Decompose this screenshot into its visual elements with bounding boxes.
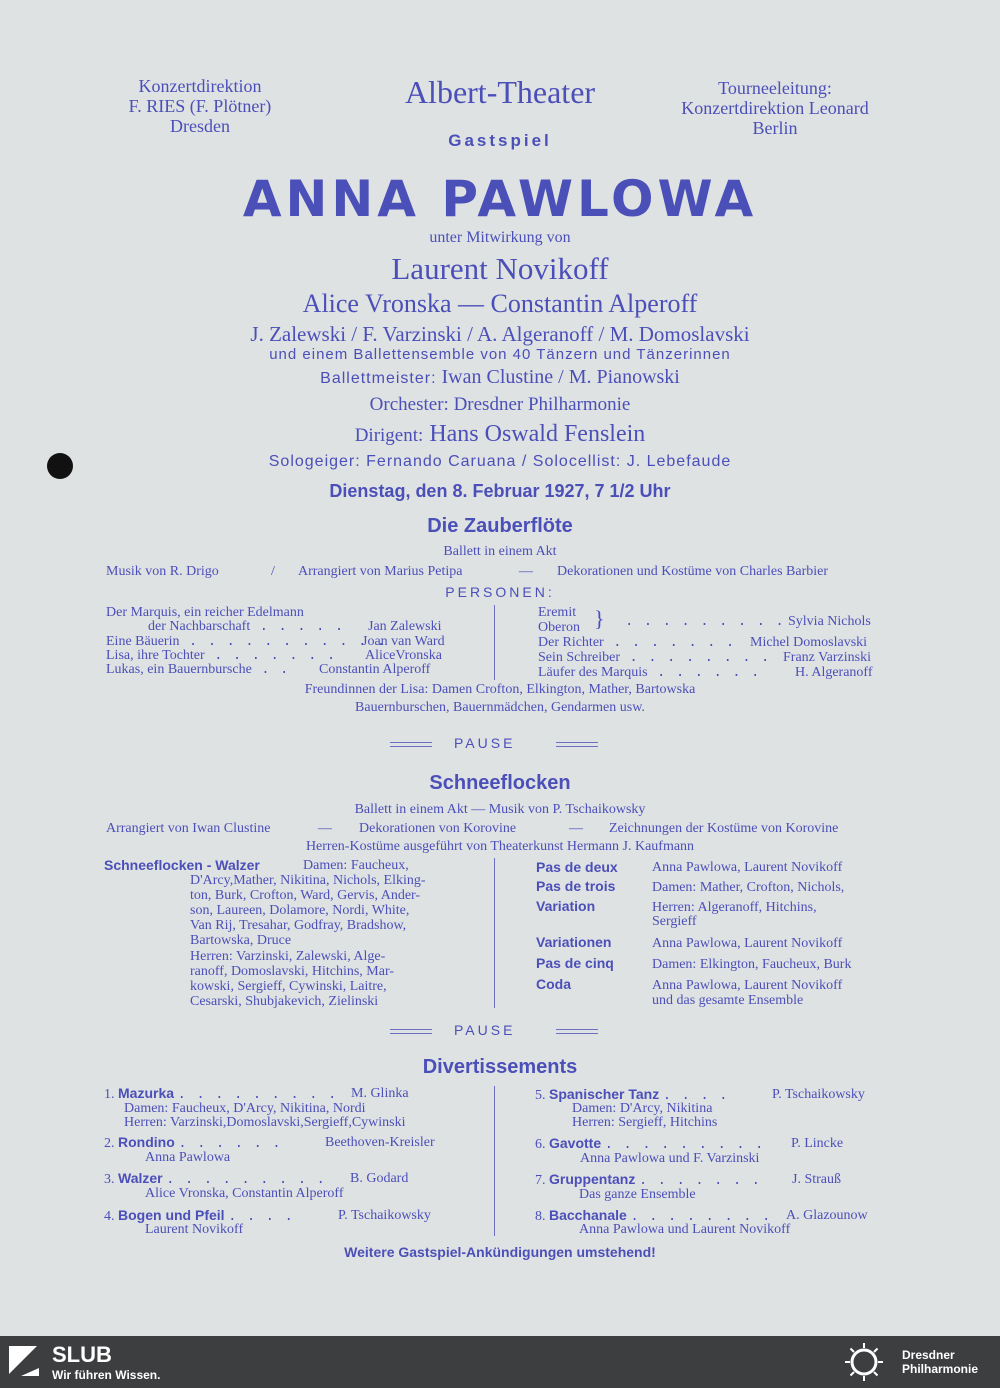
role-row bbox=[538, 606, 576, 620]
item-composer: P. Tschaikowsky bbox=[772, 1087, 865, 1102]
part1-title: Die Zauberflöte bbox=[427, 515, 573, 537]
role-actor: Sylvia Nichols bbox=[788, 614, 871, 629]
item-composer: A. Glazounow bbox=[786, 1208, 868, 1223]
slub-tagline: Wir führen Wissen. bbox=[52, 1368, 161, 1382]
header-left-line: F. RIES (F. Plötner) bbox=[128, 96, 272, 116]
pause-rule bbox=[556, 742, 598, 747]
column-divider bbox=[494, 858, 495, 1008]
part1-credit-music: Musik von R. Drigo bbox=[106, 564, 219, 579]
part2-subtitle: Ballett in einem Akt — Musik von P. Tschaikowsky bbox=[354, 802, 646, 817]
item-name: Mazurka bbox=[118, 1085, 175, 1101]
walzer-line: Van Rij, Tresahar, Godfray, Bradshow, bbox=[190, 918, 407, 933]
walzer-line: Cesarski, Shubjakevich, Zielinski bbox=[190, 994, 379, 1009]
role-name: Sein Schreiber bbox=[538, 650, 621, 665]
announcement: Weitere Gastspiel-Ankündigungen umstehend! bbox=[344, 1244, 656, 1260]
dance-cast: Damen: Mather, Crofton, Nichols, bbox=[652, 880, 845, 895]
item-name: Spanischer Tanz bbox=[549, 1086, 660, 1102]
divertissement-item: 4. Bogen und Pfeil . . . . bbox=[104, 1207, 294, 1225]
divertissement-item: 2. Rondino . . . . . . bbox=[104, 1134, 282, 1152]
item-number: 5. bbox=[535, 1088, 546, 1103]
second-dancers: Alice Vronska — Constantin Alperoff bbox=[302, 289, 698, 318]
gastspiel-label: Gastspiel bbox=[448, 131, 552, 150]
venue-title: Albert-Theater bbox=[404, 74, 596, 110]
part1-credit-sep: — bbox=[519, 564, 533, 579]
header-right-line: Tourneeleitung: bbox=[718, 78, 832, 98]
item-number: 3. bbox=[104, 1172, 115, 1187]
dance-name: Variation bbox=[536, 898, 596, 914]
role-name: Der Richter bbox=[538, 635, 604, 650]
pause-rule bbox=[390, 1029, 432, 1034]
dance-cast: Anna Pawlowa, Laurent Novikoff bbox=[652, 978, 843, 993]
role-row: Lisa, ihre Tochter . . . . . . . bbox=[106, 648, 337, 664]
role-name: Läufer des Marquis bbox=[538, 665, 648, 680]
header-left-line: Konzertdirektion bbox=[138, 76, 262, 96]
part2-credit-sep: — bbox=[569, 821, 583, 836]
walzer-title: Schneeflocken - Walzer bbox=[104, 857, 260, 873]
column-divider bbox=[494, 605, 495, 680]
pause-label: PAUSE bbox=[454, 735, 516, 751]
role-name: der Nachbarschaft bbox=[148, 619, 251, 634]
footer-bar bbox=[0, 1336, 1000, 1387]
header-right-line: Konzertdirektion Leonard bbox=[681, 98, 869, 118]
ensemble-line: und einem Ballettensemble von 40 Tänzern und Tänzerinnen bbox=[269, 346, 731, 363]
dance-cast: und das gesamte Ensemble bbox=[652, 993, 804, 1008]
partner-line: Dresdner bbox=[902, 1348, 955, 1362]
role-name: Der Marquis, ein reicher Edelmann bbox=[106, 605, 304, 620]
column-divider bbox=[494, 1086, 495, 1236]
third-dancers: J. Zalewski / F. Varzinski / A. Algeranoff / M. Domoslavski bbox=[250, 322, 750, 346]
orchester-line bbox=[0, 394, 1000, 416]
dance-name: Pas de trois bbox=[536, 878, 616, 894]
dance-name: Variationen bbox=[536, 934, 612, 950]
part2-costumes: Herren-Kostüme ausgeführt von Theaterkunst Hermann J. Kaufmann bbox=[305, 839, 695, 854]
part3-title: Divertissements bbox=[422, 1056, 578, 1078]
item-cast: Herren: Varzinski,Domoslavski,Sergieff,Cywinski bbox=[124, 1115, 406, 1130]
dance-cast: Sergieff bbox=[652, 914, 697, 929]
divertissement-item: 6. Gavotte . . . . . . . . . bbox=[535, 1135, 765, 1153]
walzer-damen bbox=[190, 873, 450, 948]
item-composer: B. Godard bbox=[350, 1171, 409, 1186]
item-name: Gruppentanz bbox=[549, 1171, 636, 1187]
walzer-line: Bartowska, Druce bbox=[190, 933, 292, 948]
ballettmeister-label: Ballettmeister: bbox=[320, 370, 437, 387]
divertissement-item: 5. Spanischer Tanz . . . . bbox=[535, 1086, 729, 1104]
role-row: der Nachbarschaft . . . . . bbox=[148, 619, 345, 635]
walzer-damen-first: Damen: Faucheux, bbox=[303, 858, 409, 873]
walzer-line: D'Arcy,Mather, Nikitina, Nichols, Elking- bbox=[190, 873, 426, 888]
item-name: Walzer bbox=[118, 1170, 163, 1186]
part1-subtitle: Ballett in einem Akt bbox=[443, 544, 557, 559]
walzer-line: ranoff, Domoslavski, Hitchins, Mar- bbox=[190, 964, 394, 979]
role-row: Eine Bäuerin . . . . . . . . . . . bbox=[106, 634, 387, 650]
dance-cast: Anna Pawlowa, Laurent Novikoff bbox=[652, 936, 843, 951]
part2-credit-zeich: Zeichnungen der Kostüme von Korovine bbox=[609, 821, 839, 836]
divertissement-item: 1. Mazurka . . . . . . . . . bbox=[104, 1085, 338, 1103]
slub-name: SLUB bbox=[52, 1342, 112, 1367]
part1-credit-arr: Arrangiert von Marius Petipa bbox=[298, 564, 463, 579]
pause-rule bbox=[390, 742, 432, 747]
role-actor: Jan Zalewski bbox=[368, 619, 442, 634]
personen-heading: PERSONEN: bbox=[445, 584, 555, 600]
item-number: 2. bbox=[104, 1136, 115, 1151]
header-right-line: Berlin bbox=[752, 118, 798, 138]
item-number: 6. bbox=[535, 1137, 546, 1152]
item-cast: Herren: Sergieff, Hitchins bbox=[572, 1115, 718, 1130]
role-name: Eine Bäuerin bbox=[106, 634, 180, 649]
part2-title: Schneeflocken bbox=[429, 772, 571, 794]
role-name: Oberon bbox=[538, 620, 580, 635]
role-row bbox=[538, 621, 580, 635]
part2-credit-sep: — bbox=[318, 821, 332, 836]
orchester-name: Dresdner Philharmonie bbox=[453, 394, 631, 415]
item-cast: Alice Vronska, Constantin Alperoff bbox=[145, 1186, 344, 1201]
partner-name bbox=[902, 1348, 978, 1376]
item-cast: Anna Pawlowa und F. Varzinski bbox=[580, 1151, 760, 1166]
performance-date: Dienstag, den 8. Februar 1927, 7 1/2 Uhr bbox=[329, 481, 671, 501]
item-composer: J. Strauß bbox=[792, 1172, 841, 1187]
divertissement-item: 3. Walzer . . . . . . . . . bbox=[104, 1170, 326, 1188]
pause-label: PAUSE bbox=[454, 1022, 516, 1038]
divertissement-item: 8. Bacchanale . . . . . . . . bbox=[535, 1207, 772, 1225]
role-row bbox=[106, 606, 304, 620]
item-cast: Anna Pawlowa bbox=[145, 1150, 231, 1165]
dirigent-line bbox=[0, 420, 1000, 450]
dance-name: Coda bbox=[536, 976, 571, 992]
item-number: 1. bbox=[104, 1087, 115, 1102]
extras-line: Freundinnen der Lisa: Damen Crofton, Elkington, Mather, Bartowska bbox=[304, 682, 696, 697]
part1-credit-deko: Dekorationen und Kostüme von Charles Barbier bbox=[557, 564, 828, 579]
dance-cast: Damen: Elkington, Faucheux, Burk bbox=[652, 957, 852, 972]
walzer-line: son, Laureen, Dolamore, Nordi, White, bbox=[190, 903, 410, 918]
role-name: Lisa, ihre Tochter bbox=[106, 648, 205, 663]
item-name: Rondino bbox=[118, 1134, 175, 1150]
dance-cast: Herren: Algeranoff, Hitchins, bbox=[652, 900, 817, 915]
item-composer: P. Lincke bbox=[791, 1136, 844, 1151]
item-cast: Das ganze Ensemble bbox=[579, 1187, 696, 1202]
divertissement-item: 7. Gruppentanz . . . . . . . bbox=[535, 1171, 762, 1189]
role-row: Lukas, ein Bauernbursche . . bbox=[106, 662, 290, 678]
item-name: Gavotte bbox=[549, 1135, 602, 1151]
role-actor: Michel Domoslavski bbox=[750, 635, 868, 650]
role-row: Der Richter . . . . . . . bbox=[538, 635, 736, 651]
lead-dancer: Laurent Novikoff bbox=[391, 251, 609, 286]
item-composer: Beethoven-Kreisler bbox=[325, 1135, 435, 1150]
slub-logo-icon bbox=[9, 1346, 39, 1376]
role-actor: Franz Varzinski bbox=[783, 650, 871, 665]
header-right bbox=[650, 78, 900, 138]
part2-credit-arr: Arrangiert von Iwan Clustine bbox=[106, 821, 271, 836]
philharmonie-logo-icon bbox=[843, 1341, 885, 1383]
role-row: Sein Schreiber . . . . . . . . bbox=[538, 650, 771, 666]
item-number: 4. bbox=[104, 1209, 115, 1224]
role-actor: AliceVronska bbox=[365, 648, 442, 663]
walzer-line: Herren: Varzinski, Zalewski, Alge- bbox=[190, 949, 386, 964]
walzer-line: kowski, Sergieff, Cywinski, Laitre, bbox=[190, 979, 387, 994]
item-cast: Laurent Novikoff bbox=[145, 1222, 244, 1237]
dirigent-label: Dirigent: bbox=[354, 425, 424, 446]
role-actor: H. Algeranoff bbox=[795, 665, 873, 680]
item-cast: Damen: Faucheux, D'Arcy, Nikitina, Nordi bbox=[124, 1101, 366, 1116]
item-name: Bogen und Pfeil bbox=[118, 1207, 225, 1223]
item-cast: Anna Pawlowa und Laurent Novikoff bbox=[579, 1222, 791, 1237]
part1-credit-sep: / bbox=[271, 564, 275, 579]
mitwirkung: unter Mitwirkung von bbox=[429, 229, 571, 246]
dance-cast: Anna Pawlowa, Laurent Novikoff bbox=[652, 860, 843, 875]
ballettmeister-line bbox=[0, 365, 1000, 391]
leader-dots: . . . . . . . . . bbox=[625, 614, 785, 630]
role-actor: Constantin Alperoff bbox=[319, 662, 431, 677]
item-number: 7. bbox=[535, 1173, 546, 1188]
solisten-line: Sologeiger: Fernando Caruana / Solocellist: J. Lebefaude bbox=[268, 453, 732, 470]
extras-line: Bauernburschen, Bauernmädchen, Gendarmen usw. bbox=[355, 700, 645, 715]
walzer-line: ton, Burk, Crofton, Ward, Gervis, Ander- bbox=[190, 888, 421, 903]
role-name: Eremit bbox=[538, 605, 577, 620]
walzer-herren bbox=[190, 949, 394, 1009]
dirigent-name: Hans Oswald Fenslein bbox=[429, 421, 646, 447]
orchester-label: Orchester: bbox=[369, 394, 449, 415]
dance-name: Pas de cinq bbox=[536, 955, 614, 971]
pause-rule bbox=[556, 1029, 598, 1034]
role-row: Läufer des Marquis . . . . . . bbox=[538, 665, 761, 681]
item-cast: Damen: D'Arcy, Nikitina bbox=[572, 1101, 713, 1116]
item-number: 8. bbox=[535, 1209, 546, 1224]
header-left-line: Dresden bbox=[170, 116, 230, 136]
brace-icon: } bbox=[594, 606, 605, 631]
item-composer: M. Glinka bbox=[351, 1086, 409, 1101]
partner-line: Philharmonie bbox=[902, 1362, 979, 1376]
part2-credit-deko: Dekorationen von Korovine bbox=[359, 821, 517, 836]
ballettmeister-names: Iwan Clustine / M. Pianowski bbox=[441, 366, 680, 388]
main-title: ANNA PAWLOWA bbox=[242, 170, 758, 228]
dance-name: Pas de deux bbox=[536, 859, 618, 875]
role-actor: Joan van Ward bbox=[362, 634, 445, 649]
role-name: Lukas, ein Bauernbursche bbox=[106, 662, 252, 677]
item-name: Bacchanale bbox=[549, 1207, 627, 1223]
item-composer: P. Tschaikowsky bbox=[338, 1208, 431, 1223]
